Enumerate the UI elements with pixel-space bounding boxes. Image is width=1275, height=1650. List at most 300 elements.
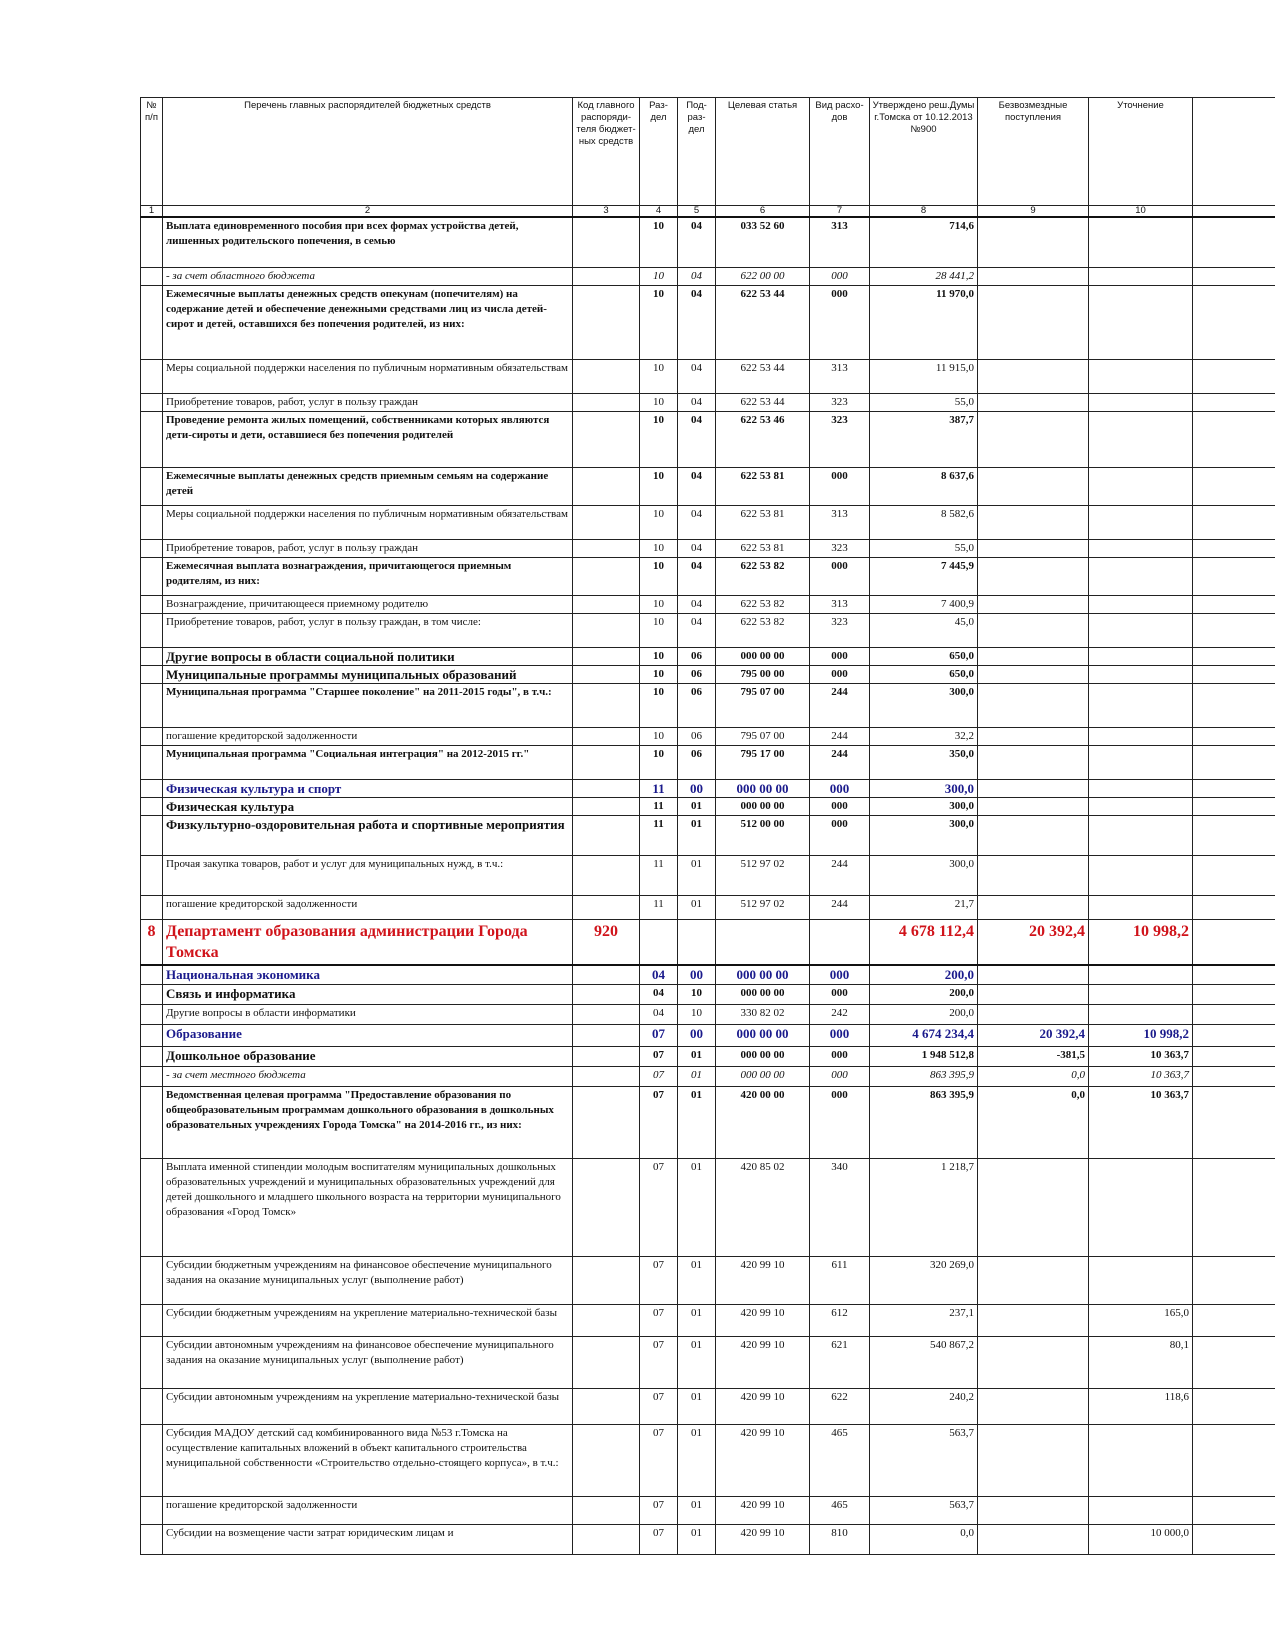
row-clarification xyxy=(1089,647,1193,665)
row-section: 10 xyxy=(640,557,678,595)
table-row xyxy=(141,1257,1275,1305)
row-code xyxy=(573,539,640,557)
table-row xyxy=(141,1025,1275,1047)
row-section: 04 xyxy=(640,985,678,1005)
row-code xyxy=(573,267,640,285)
row-code xyxy=(573,467,640,505)
row-approved: 650,0 xyxy=(870,665,978,683)
row-code xyxy=(573,727,640,745)
row-extra xyxy=(1193,267,1275,285)
row-target-article: 622 53 44 xyxy=(716,393,810,411)
row-approved: 237,1 xyxy=(870,1305,978,1337)
header-target-article: Целевая статья xyxy=(716,98,810,206)
row-name: Субсидии на возмещение части затрат юридическим лицам и xyxy=(163,1525,573,1555)
row-approved: 4 674 234,4 xyxy=(870,1025,978,1047)
table-row xyxy=(141,919,1275,965)
row-approved: 650,0 xyxy=(870,647,978,665)
row-grants xyxy=(978,613,1089,647)
row-extra xyxy=(1193,1257,1275,1305)
row-code xyxy=(573,665,640,683)
row-extra xyxy=(1193,1067,1275,1087)
row-target-article: 420 99 10 xyxy=(716,1337,810,1389)
column-number-row xyxy=(141,206,1275,218)
row-extra xyxy=(1193,797,1275,815)
row-clarification xyxy=(1089,1159,1193,1257)
row-extra xyxy=(1193,665,1275,683)
row-expense-type: 323 xyxy=(810,393,870,411)
row-number xyxy=(141,815,163,855)
row-name: Меры социальной поддержки населения по публичным нормативным обязательствам xyxy=(163,505,573,539)
row-target-article: 512 00 00 xyxy=(716,815,810,855)
table-row xyxy=(141,665,1275,683)
row-grants xyxy=(978,1525,1089,1555)
row-grants xyxy=(978,539,1089,557)
row-section: 10 xyxy=(640,467,678,505)
row-extra xyxy=(1193,1025,1275,1047)
row-clarification xyxy=(1089,1005,1193,1025)
row-code xyxy=(573,1025,640,1047)
row-target-article: 420 99 10 xyxy=(716,1305,810,1337)
row-target-article: 512 97 02 xyxy=(716,855,810,895)
table-row xyxy=(141,797,1275,815)
row-clarification xyxy=(1089,505,1193,539)
row-target-article: 622 53 82 xyxy=(716,613,810,647)
row-expense-type: 244 xyxy=(810,895,870,919)
row-name: Департамент образования администрации Города Томска xyxy=(163,919,573,965)
row-code xyxy=(573,1159,640,1257)
row-code xyxy=(573,505,640,539)
row-expense-type: 000 xyxy=(810,1047,870,1067)
row-clarification xyxy=(1089,1497,1193,1525)
row-code xyxy=(573,647,640,665)
table-row xyxy=(141,1067,1275,1087)
row-number xyxy=(141,217,163,267)
row-expense-type: 000 xyxy=(810,647,870,665)
row-subsection: 10 xyxy=(678,1005,716,1025)
row-expense-type: 621 xyxy=(810,1337,870,1389)
row-name: Проведение ремонта жилых помещений, собственниками которых являются дети-сироты и дети, оставшиеся без попечения родителей xyxy=(163,411,573,467)
row-grants: 20 392,4 xyxy=(978,1025,1089,1047)
row-name: Субсидии бюджетным учреждениям на укрепление материально-технической базы xyxy=(163,1305,573,1337)
row-approved: 1 948 512,8 xyxy=(870,1047,978,1067)
row-extra xyxy=(1193,393,1275,411)
row-grants xyxy=(978,467,1089,505)
row-name: Муниципальная программа "Старшее поколение" на 2011-2015 годы", в т.ч.: xyxy=(163,683,573,727)
row-section: 07 xyxy=(640,1497,678,1525)
row-expense-type: 465 xyxy=(810,1497,870,1525)
row-clarification: 10 000,0 xyxy=(1089,1525,1193,1555)
row-extra xyxy=(1193,1389,1275,1425)
row-subsection: 01 xyxy=(678,1047,716,1067)
row-expense-type: 340 xyxy=(810,1159,870,1257)
row-subsection: 06 xyxy=(678,727,716,745)
row-code xyxy=(573,1005,640,1025)
colnum: 1 xyxy=(141,206,163,218)
row-subsection xyxy=(678,919,716,965)
row-approved: 300,0 xyxy=(870,683,978,727)
row-approved: 387,7 xyxy=(870,411,978,467)
row-code xyxy=(573,393,640,411)
row-subsection: 01 xyxy=(678,1257,716,1305)
row-clarification: 10 998,2 xyxy=(1089,1025,1193,1047)
row-section xyxy=(640,919,678,965)
table-row xyxy=(141,727,1275,745)
row-clarification: 10 998,2 xyxy=(1089,919,1193,965)
row-extra xyxy=(1193,683,1275,727)
row-code xyxy=(573,745,640,779)
row-approved: 8 637,6 xyxy=(870,467,978,505)
row-section: 10 xyxy=(640,393,678,411)
row-expense-type: 323 xyxy=(810,613,870,647)
row-approved: 300,0 xyxy=(870,855,978,895)
row-extra xyxy=(1193,895,1275,919)
row-section: 11 xyxy=(640,895,678,919)
row-name: Муниципальная программа "Социальная интеграция" на 2012-2015 гг." xyxy=(163,745,573,779)
row-section: 10 xyxy=(640,613,678,647)
row-extra xyxy=(1193,1047,1275,1067)
row-code xyxy=(573,1305,640,1337)
row-clarification xyxy=(1089,683,1193,727)
budget-table xyxy=(140,97,1275,1555)
row-extra xyxy=(1193,613,1275,647)
row-target-article: 420 99 10 xyxy=(716,1257,810,1305)
row-approved: 863 395,9 xyxy=(870,1087,978,1159)
row-code xyxy=(573,595,640,613)
row-number xyxy=(141,665,163,683)
row-section: 10 xyxy=(640,727,678,745)
row-name: Национальная экономика xyxy=(163,965,573,985)
row-name: Физическая культура xyxy=(163,797,573,815)
row-name: Ежемесячные выплаты денежных средств опекунам (попечителям) на содержание детей и обеспечение денежными средствами лиц из числа детей-сирот и детей, оставшихся без попечения родителей, из них: xyxy=(163,285,573,359)
row-approved: 300,0 xyxy=(870,815,978,855)
row-extra xyxy=(1193,1005,1275,1025)
row-approved: 200,0 xyxy=(870,985,978,1005)
row-section: 11 xyxy=(640,855,678,895)
row-subsection: 04 xyxy=(678,557,716,595)
row-subsection: 04 xyxy=(678,539,716,557)
row-clarification xyxy=(1089,411,1193,467)
table-row xyxy=(141,1305,1275,1337)
row-target-article: 795 00 00 xyxy=(716,665,810,683)
row-expense-type: 244 xyxy=(810,855,870,895)
colnum: 9 xyxy=(978,206,1089,218)
table-row xyxy=(141,1497,1275,1525)
row-subsection: 04 xyxy=(678,411,716,467)
row-extra xyxy=(1193,285,1275,359)
row-name: Другие вопросы в области информатики xyxy=(163,1005,573,1025)
table-row xyxy=(141,595,1275,613)
row-approved: 0,0 xyxy=(870,1525,978,1555)
row-name: Выплата единовременного пособия при всех формах устройства детей, лишенных родительского попечения, в семью xyxy=(163,217,573,267)
row-expense-type: 244 xyxy=(810,745,870,779)
row-subsection: 04 xyxy=(678,595,716,613)
row-grants xyxy=(978,1159,1089,1257)
row-section: 10 xyxy=(640,539,678,557)
row-grants xyxy=(978,779,1089,797)
row-clarification xyxy=(1089,267,1193,285)
colnum: 7 xyxy=(810,206,870,218)
row-extra xyxy=(1193,595,1275,613)
row-extra xyxy=(1193,411,1275,467)
row-expense-type: 242 xyxy=(810,1005,870,1025)
table-header-row xyxy=(141,98,1275,206)
row-target-article: 000 00 00 xyxy=(716,647,810,665)
row-section: 10 xyxy=(640,665,678,683)
row-clarification xyxy=(1089,815,1193,855)
row-extra xyxy=(1193,467,1275,505)
row-code xyxy=(573,217,640,267)
row-number xyxy=(141,393,163,411)
table-row xyxy=(141,359,1275,393)
budget-table-page xyxy=(140,97,1275,1555)
row-expense-type: 000 xyxy=(810,965,870,985)
row-expense-type: 000 xyxy=(810,285,870,359)
row-extra xyxy=(1193,919,1275,965)
row-target-article: 000 00 00 xyxy=(716,797,810,815)
row-grants xyxy=(978,745,1089,779)
row-clarification: 118,6 xyxy=(1089,1389,1193,1425)
row-extra xyxy=(1193,217,1275,267)
row-number xyxy=(141,267,163,285)
row-number xyxy=(141,1337,163,1389)
row-code xyxy=(573,359,640,393)
row-clarification xyxy=(1089,539,1193,557)
row-subsection: 04 xyxy=(678,359,716,393)
row-clarification xyxy=(1089,665,1193,683)
row-clarification: 10 363,7 xyxy=(1089,1047,1193,1067)
row-number xyxy=(141,1497,163,1525)
colnum: 10 xyxy=(1089,206,1193,218)
row-expense-type: 000 xyxy=(810,1025,870,1047)
row-subsection: 01 xyxy=(678,1305,716,1337)
row-approved: 32,2 xyxy=(870,727,978,745)
row-clarification xyxy=(1089,797,1193,815)
row-approved: 563,7 xyxy=(870,1425,978,1497)
row-target-article: 795 07 00 xyxy=(716,727,810,745)
row-name: Приобретение товаров, работ, услуг в пользу граждан, в том числе: xyxy=(163,613,573,647)
row-expense-type: 000 xyxy=(810,815,870,855)
row-approved: 7 445,9 xyxy=(870,557,978,595)
row-section: 10 xyxy=(640,745,678,779)
row-grants xyxy=(978,393,1089,411)
table-row xyxy=(141,683,1275,727)
table-row xyxy=(141,1389,1275,1425)
row-subsection: 01 xyxy=(678,797,716,815)
row-approved: 200,0 xyxy=(870,965,978,985)
row-name: Выплата именной стипендии молодым воспитателям муниципальных дошкольных образовательных учреждений и муниципальных образовательных учреждений для детей дошкольного и младшего школьного возраста на территории муниципального образования «Город Томск» xyxy=(163,1159,573,1257)
row-number xyxy=(141,779,163,797)
row-clarification: 10 363,7 xyxy=(1089,1087,1193,1159)
row-number xyxy=(141,1257,163,1305)
row-section: 07 xyxy=(640,1525,678,1555)
table-row xyxy=(141,267,1275,285)
row-name: Вознаграждение, причитающееся приемному родителю xyxy=(163,595,573,613)
row-name: Субсидии автономным учреждениям на финансовое обеспечение муниципального задания на оказание муниципальных услуг (выполнение работ) xyxy=(163,1337,573,1389)
row-expense-type: 611 xyxy=(810,1257,870,1305)
row-subsection: 01 xyxy=(678,895,716,919)
row-clarification xyxy=(1089,359,1193,393)
row-number xyxy=(141,1047,163,1067)
row-code xyxy=(573,1389,640,1425)
row-code xyxy=(573,557,640,595)
row-approved: 11 970,0 xyxy=(870,285,978,359)
table-row xyxy=(141,1005,1275,1025)
row-expense-type: 000 xyxy=(810,1067,870,1087)
row-subsection: 01 xyxy=(678,1159,716,1257)
row-clarification xyxy=(1089,217,1193,267)
row-expense-type xyxy=(810,919,870,965)
row-approved: 863 395,9 xyxy=(870,1067,978,1087)
row-approved: 1 218,7 xyxy=(870,1159,978,1257)
row-expense-type: 612 xyxy=(810,1305,870,1337)
row-target-article: 420 00 00 xyxy=(716,1087,810,1159)
row-approved: 45,0 xyxy=(870,613,978,647)
row-number xyxy=(141,1005,163,1025)
row-code xyxy=(573,1337,640,1389)
row-number xyxy=(141,895,163,919)
table-row xyxy=(141,1525,1275,1555)
header-section: Раз-дел xyxy=(640,98,678,206)
table-row xyxy=(141,745,1275,779)
row-name: Приобретение товаров, работ, услуг в пользу граждан xyxy=(163,539,573,557)
table-row xyxy=(141,505,1275,539)
row-name: Ежемесячная выплата вознаграждения, причитающегося приемным родителям, из них: xyxy=(163,557,573,595)
table-row xyxy=(141,965,1275,985)
row-name: - за счет местного бюджета xyxy=(163,1067,573,1087)
row-extra xyxy=(1193,359,1275,393)
row-section: 10 xyxy=(640,267,678,285)
row-section: 07 xyxy=(640,1067,678,1087)
row-grants xyxy=(978,1425,1089,1497)
header-extra xyxy=(1193,98,1275,206)
row-approved: 320 269,0 xyxy=(870,1257,978,1305)
row-target-article: 622 00 00 xyxy=(716,267,810,285)
row-target-article: 622 53 81 xyxy=(716,467,810,505)
row-grants xyxy=(978,855,1089,895)
colnum-extra xyxy=(1193,206,1275,218)
row-target-article: 622 53 82 xyxy=(716,595,810,613)
row-name: Другие вопросы в области социальной политики xyxy=(163,647,573,665)
row-name: Физкультурно-оздоровительная работа и спортивные мероприятия xyxy=(163,815,573,855)
row-subsection: 04 xyxy=(678,613,716,647)
row-grants xyxy=(978,665,1089,683)
header-code: Код главного распоряди-теля бюджет-ных средств xyxy=(573,98,640,206)
row-extra xyxy=(1193,505,1275,539)
row-section: 11 xyxy=(640,797,678,815)
row-name: Дошкольное образование xyxy=(163,1047,573,1067)
row-approved: 8 582,6 xyxy=(870,505,978,539)
row-expense-type: 000 xyxy=(810,797,870,815)
row-subsection: 01 xyxy=(678,1337,716,1389)
row-extra xyxy=(1193,855,1275,895)
row-clarification: 80,1 xyxy=(1089,1337,1193,1389)
row-grants xyxy=(978,505,1089,539)
row-name: Связь и информатика xyxy=(163,985,573,1005)
row-name: Приобретение товаров, работ, услуг в пользу граждан xyxy=(163,393,573,411)
table-row xyxy=(141,285,1275,359)
row-extra xyxy=(1193,557,1275,595)
row-expense-type: 313 xyxy=(810,505,870,539)
row-extra xyxy=(1193,1087,1275,1159)
row-approved: 11 915,0 xyxy=(870,359,978,393)
row-section: 07 xyxy=(640,1087,678,1159)
row-expense-type: 244 xyxy=(810,727,870,745)
row-section: 07 xyxy=(640,1337,678,1389)
row-approved: 240,2 xyxy=(870,1389,978,1425)
row-number xyxy=(141,1425,163,1497)
row-section: 10 xyxy=(640,505,678,539)
table-row xyxy=(141,1159,1275,1257)
row-section: 07 xyxy=(640,1257,678,1305)
row-number xyxy=(141,505,163,539)
table-row xyxy=(141,855,1275,895)
row-extra xyxy=(1193,815,1275,855)
row-grants xyxy=(978,1257,1089,1305)
table-row xyxy=(141,985,1275,1005)
row-expense-type: 000 xyxy=(810,665,870,683)
header-approved: Утверждено реш.Думы г.Томска от 10.12.2013 №900 xyxy=(870,98,978,206)
row-extra xyxy=(1193,1425,1275,1497)
row-target-article: 622 53 81 xyxy=(716,539,810,557)
row-subsection: 01 xyxy=(678,1067,716,1087)
row-subsection: 00 xyxy=(678,1025,716,1047)
row-grants xyxy=(978,683,1089,727)
row-number xyxy=(141,411,163,467)
row-approved: 7 400,9 xyxy=(870,595,978,613)
row-number xyxy=(141,467,163,505)
table-body xyxy=(141,217,1275,1555)
table-row xyxy=(141,815,1275,855)
row-code xyxy=(573,613,640,647)
row-code xyxy=(573,411,640,467)
row-target-article: 330 82 02 xyxy=(716,1005,810,1025)
row-grants xyxy=(978,895,1089,919)
row-extra xyxy=(1193,1305,1275,1337)
row-expense-type: 810 xyxy=(810,1525,870,1555)
row-approved: 21,7 xyxy=(870,895,978,919)
row-code xyxy=(573,1047,640,1067)
row-section: 10 xyxy=(640,595,678,613)
row-section: 10 xyxy=(640,285,678,359)
table-row xyxy=(141,647,1275,665)
row-approved: 563,7 xyxy=(870,1497,978,1525)
row-subsection: 00 xyxy=(678,779,716,797)
row-subsection: 06 xyxy=(678,683,716,727)
row-target-article: 420 99 10 xyxy=(716,1497,810,1525)
row-subsection: 01 xyxy=(678,1425,716,1497)
row-number xyxy=(141,1159,163,1257)
row-extra xyxy=(1193,965,1275,985)
row-name: Прочая закупка товаров, работ и услуг для муниципальных нужд, в т.ч.: xyxy=(163,855,573,895)
row-subsection: 04 xyxy=(678,393,716,411)
row-subsection: 00 xyxy=(678,965,716,985)
row-clarification xyxy=(1089,779,1193,797)
row-name: Ведомственная целевая программа "Предоставление образования по общеобразовательным программам дошкольного образования в дошкольных образовательных учреждениях Города Томска" на 2014-2016 гг., из них: xyxy=(163,1087,573,1159)
row-section: 07 xyxy=(640,1305,678,1337)
row-expense-type: 313 xyxy=(810,359,870,393)
row-number xyxy=(141,613,163,647)
row-clarification xyxy=(1089,285,1193,359)
colnum: 3 xyxy=(573,206,640,218)
row-name: Физическая культура и спорт xyxy=(163,779,573,797)
table-row xyxy=(141,895,1275,919)
row-target-article: 000 00 00 xyxy=(716,1025,810,1047)
row-grants xyxy=(978,595,1089,613)
row-grants xyxy=(978,815,1089,855)
row-code xyxy=(573,779,640,797)
colnum: 8 xyxy=(870,206,978,218)
row-target-article: 622 53 46 xyxy=(716,411,810,467)
